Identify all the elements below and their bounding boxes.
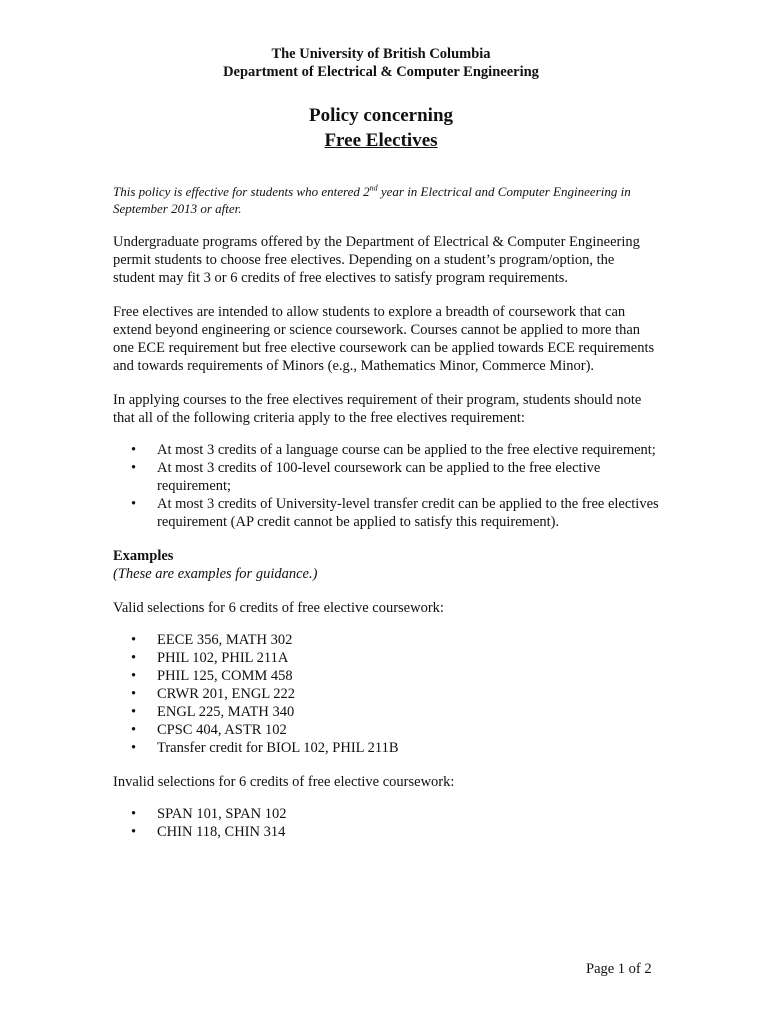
- paragraph-intro: Undergraduate programs offered by the Department of Electrical & Computer Engineering permit students to choose free electives. Depending on a student’s program/option, the student may fit 3 or 6 credits of free electives to satisfy program requirements.: [113, 234, 640, 286]
- valid-selection: CRWR 201, ENGL 222: [157, 686, 296, 702]
- criteria-text: At most 3 credits of University-level transfer credit can be applied to the free electives requirement (AP credit cannot be applied to satisfy this requirement).: [157, 496, 659, 530]
- bullet-icon: •: [131, 740, 137, 756]
- bullet-icon: •: [131, 824, 137, 840]
- document-header: [103, 45, 659, 81]
- effective-text-start: This policy is effective for students who entered 2: [113, 184, 370, 199]
- valid-selection: PHIL 102, PHIL 211A: [157, 650, 289, 666]
- valid-selections-list: [113, 631, 659, 757]
- list-item: [113, 495, 659, 531]
- bullet-icon: •: [131, 722, 137, 738]
- effective-superscript: nd: [369, 183, 378, 193]
- paragraph-purpose: Free electives are intended to allow students to explore a breadth of coursework that can extend beyond engineering or science coursework. Courses cannot be applied to more than one ECE requirement but free elective coursework can be applied towards ECE requirements and towards requirements of Minors (e.g., Mathematics Minor, Commerce Minor).: [113, 304, 655, 374]
- bullet-icon: •: [131, 704, 137, 720]
- bullet-icon: •: [131, 806, 137, 822]
- valid-selection: EECE 356, MATH 302: [157, 632, 293, 648]
- bullet-icon: •: [131, 442, 137, 458]
- valid-selection: CPSC 404, ASTR 102: [157, 722, 287, 738]
- list-item: [113, 703, 659, 721]
- examples-heading: Examples: [113, 548, 174, 564]
- valid-selection: ENGL 225, MATH 340: [157, 704, 295, 720]
- document-title: [103, 103, 659, 153]
- invalid-selections-list: [113, 805, 659, 841]
- bullet-icon: •: [131, 632, 137, 648]
- bullet-icon: •: [131, 668, 137, 684]
- invalid-selection: CHIN 118, CHIN 314: [157, 824, 286, 840]
- bullet-icon: •: [131, 496, 137, 512]
- effective-date-note: [113, 183, 659, 217]
- invalid-selection: SPAN 101, SPAN 102: [157, 806, 287, 822]
- paragraph-criteria-intro: In applying courses to the free electives requirement of their program, students should note that all of the following criteria apply to the free electives requirement:: [113, 392, 642, 426]
- list-item: [113, 649, 659, 667]
- bullet-icon: •: [131, 650, 137, 666]
- list-item: [113, 441, 659, 459]
- valid-selections-intro: Valid selections for 6 credits of free elective coursework:: [113, 600, 444, 616]
- list-item: [113, 805, 659, 823]
- page-number: Page 1 of 2: [586, 961, 652, 977]
- list-item: [113, 685, 659, 703]
- criteria-list: [113, 441, 659, 531]
- effective-text-end: year in Electrical and Computer Engineering in September 2013 or after.: [113, 184, 631, 216]
- examples-note: (These are examples for guidance.): [113, 566, 318, 582]
- valid-selection: PHIL 125, COMM 458: [157, 668, 293, 684]
- university-name: The University of British Columbia: [271, 46, 491, 62]
- document-content: [113, 45, 659, 841]
- list-item: [113, 459, 659, 495]
- bullet-icon: •: [131, 686, 137, 702]
- title-line-1: Policy concerning: [308, 105, 454, 126]
- invalid-selections-intro: Invalid selections for 6 credits of free elective coursework:: [113, 774, 455, 790]
- title-line-2: Free Electives: [324, 130, 438, 151]
- criteria-text: At most 3 credits of a language course can be applied to the free elective requirement;: [157, 442, 656, 458]
- list-item: [113, 823, 659, 841]
- criteria-text: At most 3 credits of 100-level coursework can be applied to the free elective requirement;: [157, 460, 601, 494]
- list-item: [113, 721, 659, 739]
- list-item: [113, 739, 659, 757]
- valid-selection: Transfer credit for BIOL 102, PHIL 211B: [157, 740, 399, 756]
- department-name: Department of Electrical & Computer Engineering: [223, 64, 539, 80]
- list-item: [113, 631, 659, 649]
- list-item: [113, 667, 659, 685]
- bullet-icon: •: [131, 460, 137, 476]
